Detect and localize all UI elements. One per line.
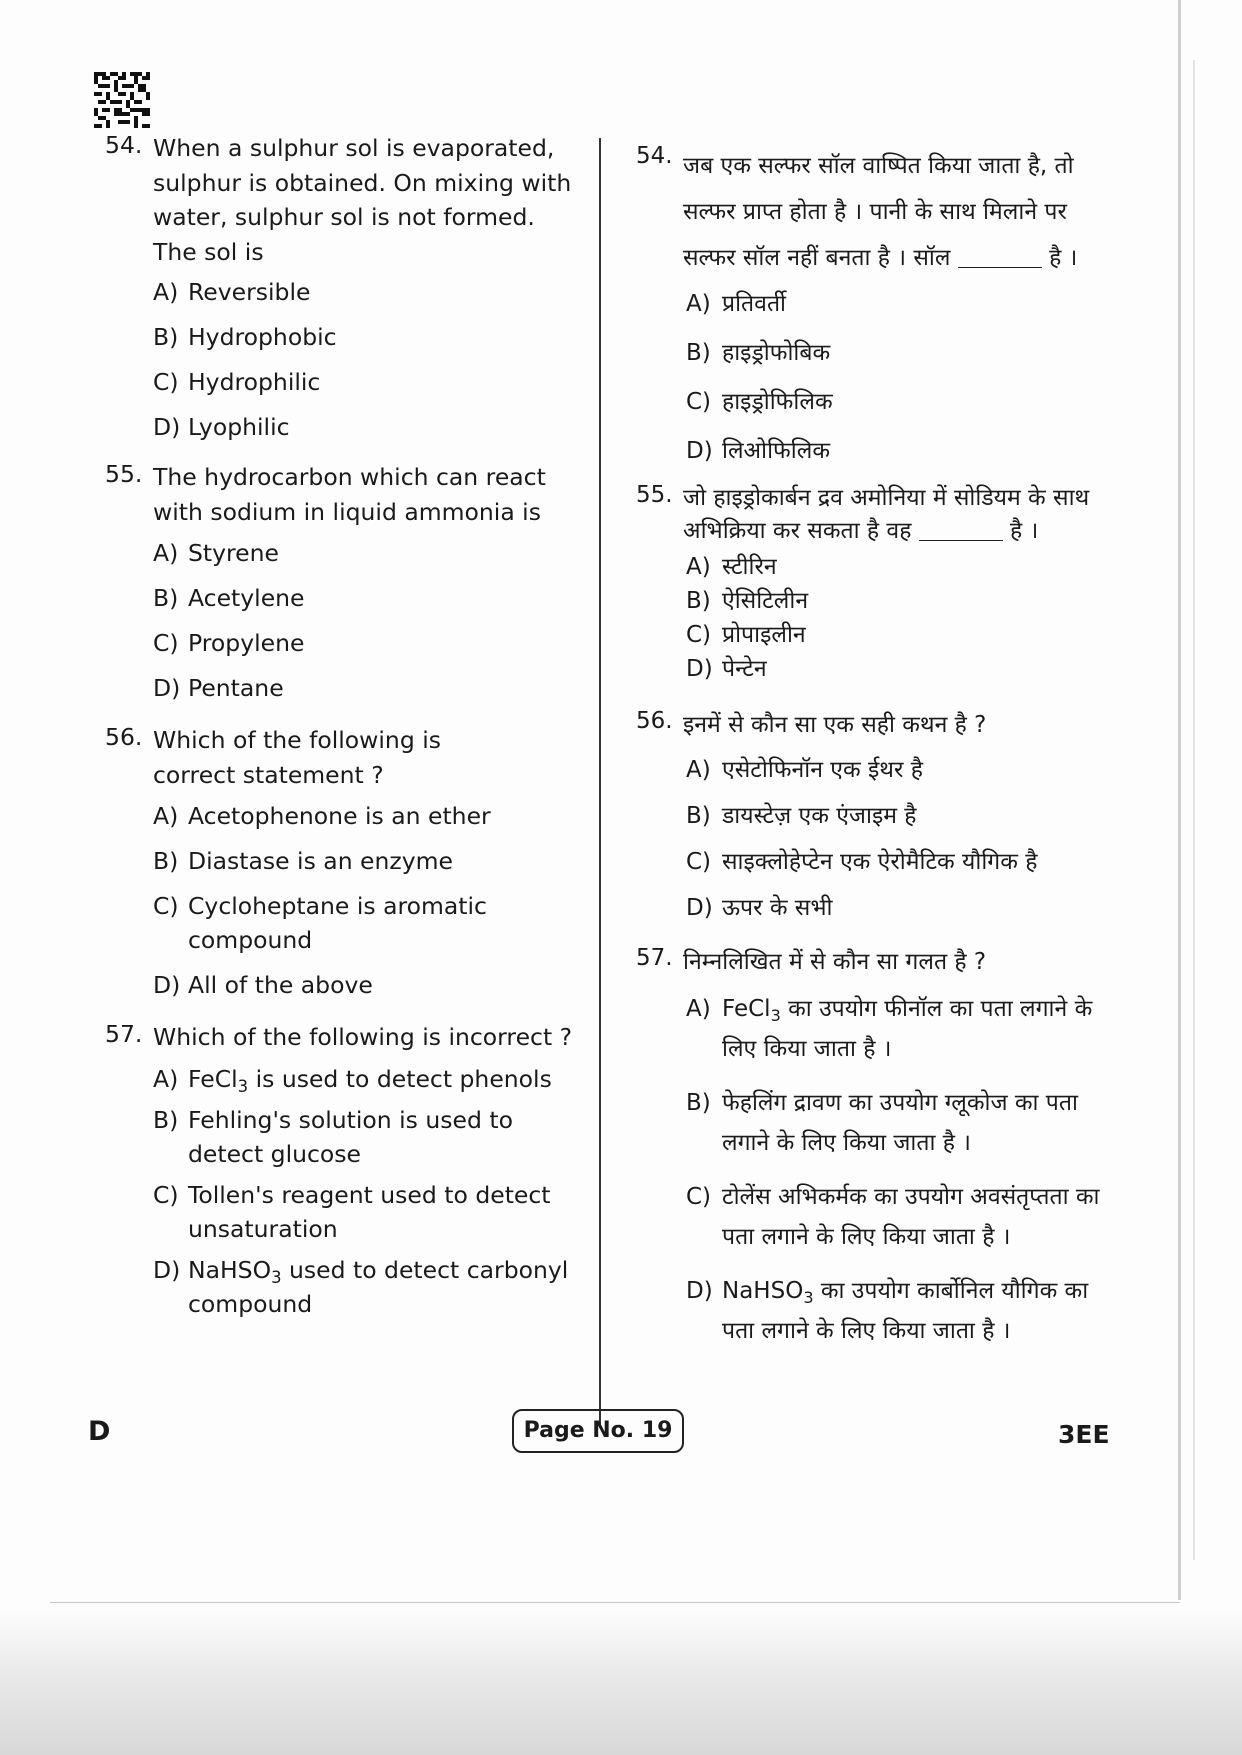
option-c: C) Propylene (153, 629, 305, 657)
option-a: A) स्टीरिन (686, 554, 777, 580)
column-divider (599, 138, 601, 1428)
question-stem: When a sulphur sol is evaporated, sulphur is obtained. On mixing with water, sulphur sol is not formed. The sol is (153, 134, 572, 266)
scan-shadow (0, 1610, 1242, 1755)
qr-code-icon (94, 72, 150, 128)
question-57-hi (636, 945, 1116, 980)
question-number: 56. (105, 723, 143, 751)
question-number: 54. (105, 131, 143, 159)
option-d: D) NaHSO$_3$ used to detect carbonyl compound (153, 1255, 569, 1318)
question-number: 56. (636, 708, 673, 734)
question-number: 55. (105, 460, 143, 488)
question-stem: Which of the following is incorrect ? (153, 1023, 573, 1051)
question-number: 54. (636, 143, 673, 169)
option-a: A) Reversible (153, 278, 311, 306)
hindi-column (636, 143, 1116, 1351)
option-c: C) Cycloheptane is aromatic compound (153, 892, 487, 954)
question-stem: Which of the following is correct statement ? (153, 726, 441, 789)
option-b: B) Hydrophobic (153, 323, 337, 351)
option-d: D) ऊपर के सभी (686, 894, 833, 921)
option-a: A) प्रतिवर्ती (686, 291, 787, 317)
option-a: A) FeCl$_3$ is used to detect phenols (153, 1064, 552, 1096)
question-55-hi (636, 482, 1116, 548)
option-a: A) एसेटोफिनॉन एक ईथर है (686, 756, 923, 783)
option-c: C) प्रोपाइलीन (686, 622, 806, 648)
page-number-box: Page No. 19 (512, 1409, 684, 1453)
option-d: D) All of the above (153, 971, 373, 999)
page-edge-shadow-inner (1193, 60, 1195, 1560)
question-55-en (106, 460, 586, 529)
option-d: D) लिओफिलिक (686, 438, 830, 464)
question-stem: जब एक सल्फर सॉल वाष्पित किया जाता है, तो सल्फर प्राप्त होता है । पानी के साथ मिलाने पर सल्फर सॉल नहीं बनता है । सॉल है । (683, 153, 1078, 271)
option-b: B) ऐसिटिलीन (686, 588, 809, 614)
question-stem: इनमें से कौन सा एक सही कथन है ? (683, 712, 987, 738)
answer-blank (958, 244, 1042, 268)
option-c: C) Hydrophilic (153, 368, 321, 396)
option-b: B) हाइड्रोफोबिक (686, 340, 831, 366)
option-b: B) Diastase is an enzyme (153, 847, 454, 875)
option-d: D) पेन्टेन (686, 656, 767, 682)
question-number: 55. (636, 482, 673, 508)
page-edge-shadow (1178, 0, 1181, 1600)
option-a: A) FeCl$_3$ का उपयोग फीनॉल का पता लगाने के लिए किया जाता है । (686, 996, 1093, 1062)
question-57-en (106, 1020, 586, 1055)
answer-blank (919, 517, 1003, 541)
option-c: C) Tollen's reagent used to detect unsaturation (153, 1180, 551, 1243)
question-stem: The hydrocarbon which can react with sodium in liquid ammonia is (153, 463, 546, 526)
question-54-hi (636, 143, 1116, 281)
option-a: A) Acetophenone is an ether (153, 802, 491, 830)
question-number: 57. (636, 944, 673, 971)
question-stem: निम्नलिखित में से कौन सा गलत है ? (683, 948, 987, 975)
question-number: 57. (105, 1020, 143, 1048)
question-56-hi (636, 708, 1116, 743)
question-54-en (106, 131, 586, 269)
option-b: B) डायस्टेज़ एक एंजाइम है (686, 802, 917, 829)
booklet-set-label: D (88, 1416, 111, 1447)
english-column (106, 131, 586, 1321)
option-c: C) टोलेंस अभिकर्मक का उपयोग अवसंतृप्तता का पता लगाने के लिए किया जाता है । (686, 1184, 1100, 1250)
question-56-en (106, 723, 586, 792)
option-d: D) Lyophilic (153, 413, 290, 441)
option-b: B) Fehling's solution is used to detect glucose (153, 1105, 513, 1168)
option-b: B) Acetylene (153, 584, 305, 612)
scan-edge-line (50, 1602, 1180, 1603)
option-c: C) हाइड्रोफिलिक (686, 389, 833, 415)
question-stem: जो हाइड्रोकार्बन द्रव अमोनिया में सोडियम के साथ अभिक्रिया कर सकता है वह है । (683, 485, 1090, 544)
option-d: D) Pentane (153, 674, 284, 702)
option-d: D) NaHSO$_3$ का उपयोग कार्बोनिल यौगिक का पता लगाने के लिए किया जाता है । (686, 1278, 1089, 1344)
option-c: C) साइक्लोहेप्टेन एक ऐरोमैटिक यौगिक है (686, 848, 1038, 875)
paper-code: 3EE (1058, 1420, 1110, 1449)
option-a: A) Styrene (153, 539, 279, 567)
option-b: B) फेहलिंग द्रावण का उपयोग ग्लूकोज का पता लगाने के लिए किया जाता है । (686, 1090, 1078, 1156)
